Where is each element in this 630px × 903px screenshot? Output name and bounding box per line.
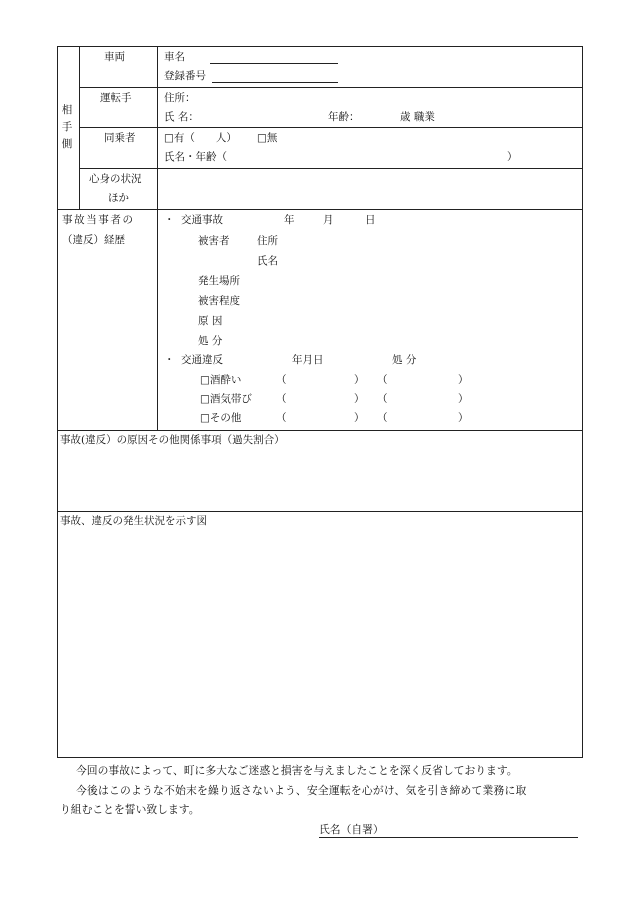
- driver-header: 運転手: [100, 92, 132, 104]
- passenger-no-checkbox[interactable]: □無: [257, 132, 278, 144]
- diagram-area[interactable]: [60, 532, 580, 754]
- bullet: ・: [164, 214, 175, 226]
- side-label-char: 手: [61, 121, 73, 133]
- signature-field[interactable]: [319, 837, 578, 838]
- history-header-line1: 事故当事者の: [62, 214, 135, 226]
- passenger-yes-checkbox[interactable]: □有（ 人）: [164, 132, 237, 144]
- paren: ）: [354, 393, 365, 405]
- passenger-close-paren: ）: [507, 151, 518, 163]
- history-header-line2: （違反）経歴: [62, 234, 125, 246]
- driver-address-label: 住所：: [164, 92, 196, 104]
- footer-line1: 今回の事故によって、町に多大なご迷惑と損害を与えましたことを深く反省しております。: [76, 764, 518, 777]
- passenger-header: 同乗者: [104, 132, 136, 144]
- violation-label: 交通違反: [181, 354, 223, 366]
- paren: （: [377, 412, 388, 424]
- cause-section-title: 事故(違反）の原因その他関係事項（過失割合）: [60, 434, 285, 446]
- paren: （: [276, 393, 287, 405]
- label-divider: [157, 46, 158, 430]
- row-line-history: [57, 430, 583, 431]
- vehicle-header: 車両: [104, 51, 125, 63]
- victim-address-label: 住所: [257, 235, 278, 247]
- driver-name-label: 氏 名：: [164, 111, 199, 123]
- signature-label: 氏名（自署）: [319, 823, 384, 836]
- violation-alcohol-checkbox[interactable]: □酒気帯び: [200, 393, 252, 405]
- penalty-label: 処 分: [198, 335, 223, 347]
- row-line-vehicle: [79, 87, 583, 88]
- cause-label: 原 因: [198, 315, 223, 327]
- driver-age-label: 年齢：: [328, 111, 360, 123]
- violation-penalty-header: 処 分: [392, 354, 417, 366]
- row-line-driver: [79, 127, 583, 128]
- mental-header-line1: 心身の状況: [89, 173, 142, 185]
- row-line-cause: [57, 511, 583, 512]
- paren: ）: [458, 374, 469, 386]
- plate-label: 登録番号: [164, 70, 206, 82]
- paren: （: [276, 374, 287, 386]
- mental-header-line2: ほか: [108, 192, 129, 204]
- violation-date-label: 年月日: [292, 354, 324, 366]
- violation-other-checkbox[interactable]: □その他: [200, 412, 242, 424]
- side-label-char: 相: [61, 104, 73, 116]
- paren: ）: [458, 412, 469, 424]
- footer-line2: 今後はこのような不始末を繰り返さないよう、安全運転を心がけ、気を引き締めて業務に取: [76, 784, 527, 797]
- driver-age-job-label: 歳 職業: [400, 111, 435, 123]
- damage-label: 被害程度: [198, 295, 240, 307]
- plate-field[interactable]: [212, 82, 338, 83]
- paren: ）: [458, 393, 469, 405]
- accident-month: 月: [323, 214, 334, 226]
- accident-day: 日: [365, 214, 376, 226]
- accident-label: 交通事故: [181, 214, 223, 226]
- frame-right: [582, 46, 583, 758]
- place-label: 発生場所: [198, 275, 240, 287]
- paren: （: [377, 393, 388, 405]
- cause-text-area[interactable]: [60, 450, 580, 508]
- side-label: [58, 102, 76, 153]
- victim-label: 被害者: [198, 235, 230, 247]
- frame-bottom: [57, 757, 583, 758]
- car-name-field[interactable]: [210, 63, 338, 64]
- passenger-name-age-label: 氏名・年齢（: [164, 151, 227, 163]
- frame-top: [57, 46, 583, 47]
- accident-year: 年: [284, 214, 295, 226]
- paren: （: [377, 374, 388, 386]
- bullet: ・: [164, 354, 175, 366]
- paren: ）: [354, 412, 365, 424]
- diagram-section-title: 事故、違反の発生状況を示す図: [60, 515, 207, 527]
- victim-name-label: 氏名: [257, 255, 278, 267]
- footer-line3: り組むことを誓い致します。: [60, 803, 200, 816]
- paren: ）: [354, 374, 365, 386]
- row-line-mental: [57, 209, 583, 210]
- side-label-char: 側: [61, 138, 73, 150]
- row-line-passenger: [79, 168, 583, 169]
- car-name-label: 車名: [164, 51, 185, 63]
- paren: （: [276, 412, 287, 424]
- violation-drunk-checkbox[interactable]: □酒酔い: [200, 374, 242, 386]
